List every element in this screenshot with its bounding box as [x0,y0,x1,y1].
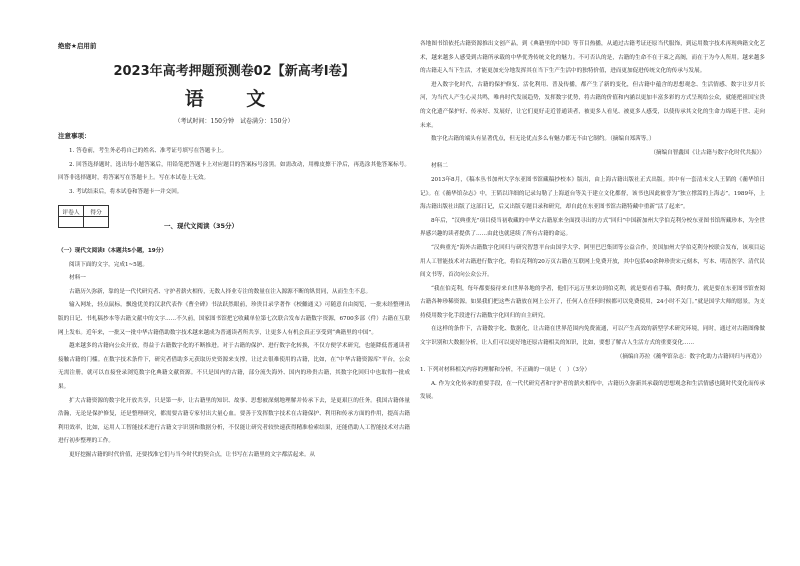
source-citation: （摘编自智鑫国《让古籍与数字化时代共振》） [650,149,765,156]
right-column [420,0,765,566]
score-table [58,205,109,228]
material-label: 材料一 [69,275,86,282]
body-paragraph: 扩大古籍资源的数字化开放共享，只是第一步，让古籍里的知识、故事、思想被深刻地理解并传承下去，是更艰巨的任务。我国古籍体量浩瀚，无论是保护修复，还是整理研究，都需要古籍专家付出大量心血。要善于发挥数字技术在古籍保护、利用和传承方面的作用，提高古籍利用效率，比如，运用人工智能技术进行古籍文字识别和数据分析，不仅能让研究者较快速获得精准检索结果，还能借助人工智能技术对古籍进行初步整理的工作。 [58,397,410,445]
right-body-text [420,38,765,405]
body-paragraph: 8年后，“汉典重光”项目使当初收藏的中华文古籍原来全面找寻出的方式“回归”中国新加州大学伯克利分校东亚图书馆所藏珍本，为全世界感兴趣的读者提供了……由此也就延续了所有古籍的命运。 [420,217,765,238]
grader-header: 评卷人 [59,206,84,217]
body-paragraph: 各地图书馆依托古籍资源推出文创产品，到《典籍里的中国》等节目热播，从通过古籍考证还原当代服饰，到运用数字技术再现典籍文化艺术，越来越多人感受到古籍所承载的中华优秀传统文化的魅力。不可否认的是，古籍的生命不在于束之高阁，而在于为今人所用。越来越多的古籍走入当下生活，才能更加充分地发挥其在当下生产生活中的独特价值，进而更加促进传统文化的传承与发展。 [420,41,765,75]
body-paragraph: 2013年8月，《稿本丛书加州大学东亚图书馆藏稿抄校本》版出，由上海古籍出版社正式出版。其中有一套清末文人王韬的《蘅华馆日记》。在《蘅华馆杂志》中，王韬以详细的记录勾勒了上海道台等关于建立文化都督，该书也因此被誉为“独立撑篙的上海志”。1989年，上海古籍出版社出版了这部日记，后又出版专题目录和研究，却自此在东亚图书馆古籍特藏中重新“活了起来”。 [420,176,765,211]
left-column [58,0,410,566]
body-paragraph: 古籍历久弥新，靠的是一代代研究者、守护者薪火相传，无数人择业专注的数量在注入源源不断的纵贯同，从而生生不息。 [69,288,372,295]
subject-title: 语 文 [184,88,284,110]
question-group-heading: （一）现代文阅读Ⅰ（本题共5小题，19分） [58,248,167,254]
top-secret-label: 绝密★启用前 [58,42,97,50]
body-paragraph: “我在伯克利，每年都要接待来自世界各地的学者，他们不远万里来访到伯克利，就是要看看手稿，费时费力，就是要在东亚图书馆查阅古籍各种珍稀资源。如果我们把这些古籍放在网上公开了，任何人在任何时候都可以免费使用，24小时不关门。”就是国学大师的愿景，为支持使用数字化手段进行古籍数字化回归的自主研究。 [420,285,765,319]
notice-item: 3. 考试结束后，将本试卷和答题卡一并交回。 [69,188,183,195]
exam-title: 2023年高考押题预测卷02【新高考I卷】 [113,64,355,79]
score-cell [84,217,109,228]
material-label: 材料二 [431,163,448,170]
notice-heading: 注意事项： [58,132,91,140]
score-header: 得分 [84,206,109,217]
notice-item: 1. 答卷前，考生务必将自己的姓名、准考证号填写在答题卡上。 [69,148,228,154]
body-paragraph: 进入数字化时代，古籍的保护修复、活化利用、普及传播，都产生了新的变化，但古籍中蕴含的思想观念、生活情感、数字让岁月长河，为当代人产生心灵共鸣，唯冉时代发展趋势，发挥数字优势，将古籍的价值和内涵以更加丰富多彩的方式呈现给公众，就能把祖国宝贵的文化遗产保护好、传承好、发展好，让它们更好走近普通读者，被更多人看见、被更多人感受，以使传承其文化的生命力绵延于世、走向未来。 [420,81,765,129]
body-paragraph: 数字化古籍的端头有显著优点，但无论优点多么有魅力都无不由它制约。（摘编自郑茜等。） [431,136,655,143]
body-paragraph: “汉典重光”海外古籍数字化回归与研究智慧平台由国学大学、阿里巴巴集团等公益合作，美国加州大学伯克利分校联合发布，该项目运用人工智能技术对古籍进行数字化，将伯克利的20万页古籍在互联网上免费开放，其中包括40余种珍贵宋元刻本，写本、明清医学、清代民间文书等，首次向公众公开。 [420,244,765,279]
answer-option-a: A. 作为文化传承的重要手段，在一代代研究者和守护者的薪火相传中，古籍历久弥新其承载的思想观念和生活情感也随时代变化而传承发展。 [420,380,765,401]
instruction-line: 阅读下面的文字，完成1~5题。 [69,261,148,268]
source-citation: （摘编自苏拉《蘅华馆杂志：数字化助力古籍回归与再造》） [616,353,765,360]
body-paragraph: 更好挖掘古籍的时代价值，还要找准它们与当今时代的契合点，让书写在古籍里的文字都活起来。从 [69,451,316,458]
exam-info: （考试时间：150分钟 试卷满分：150分） [174,118,294,125]
grader-cell [59,217,84,228]
question-stem: 1. 下列对材料相关内容的理解和分析，不正确的一项是（ ）（3分） [420,367,591,374]
left-body-text [58,245,410,463]
notice-item: 2. 回答选择题时，选出每小题答案后，用铅笔把答题卡上对应题目的答案标号涂黑。如需改动，用橡皮擦干净后，再选涂其他答案标号。回答非选择题时，将答案写在答题卡上。写在本试卷上无效。 [58,161,410,182]
section-title: 一、现代文阅读（35分） [164,222,239,230]
body-paragraph: 在这样的条件下，古籍数字化、数据化，让古籍在世界范围内免费流通，可以产生高效的新型学术研究环境，同时，通过对古籍图像做文字识别和大数据分析，让人们可以更好地还原古籍相关的知识，比如，要想了解古人生活方式的重要变化…… [420,326,765,347]
body-paragraph: 越来越多的古籍向公众开放，得益于古籍数字化的不断推进。对于古籍的保护、进行数字化转换，不仅方便学术研究，也能降低普通读者接触古籍的门槛。在数字技术条件下，研究者借助多元获取历史资源来支撑，让过去很难使用的古籍，比如，在“中华古籍资源库”平台，公众无需注册，就可以直接登录浏览数字化典籍文献资源。不只是国内的古籍，部分流失海外、国内的珍贵古籍，其数字化回归中也取得一批成果。 [58,343,410,390]
body-paragraph: 输入网址，轻点鼠标，飘逸优美的汉隶代表作《曹全碑》书法跃然眼前，珍贵目录学著作《校雠通义》可随意自由阅览，一批未经整理出版的日记、书札稿抄本等古籍文献中的文字……不久前，国家图书馆把它收藏单位第七次联合发布古籍数字资源，6700多部（件）古籍在互联网上发布。近年来，一批又一批中华古籍借助数字技术越来越成为普通读者所共享，让更多人有机会真正享受到“典籍里的中国”。 [58,302,410,336]
notice-list [58,145,410,199]
